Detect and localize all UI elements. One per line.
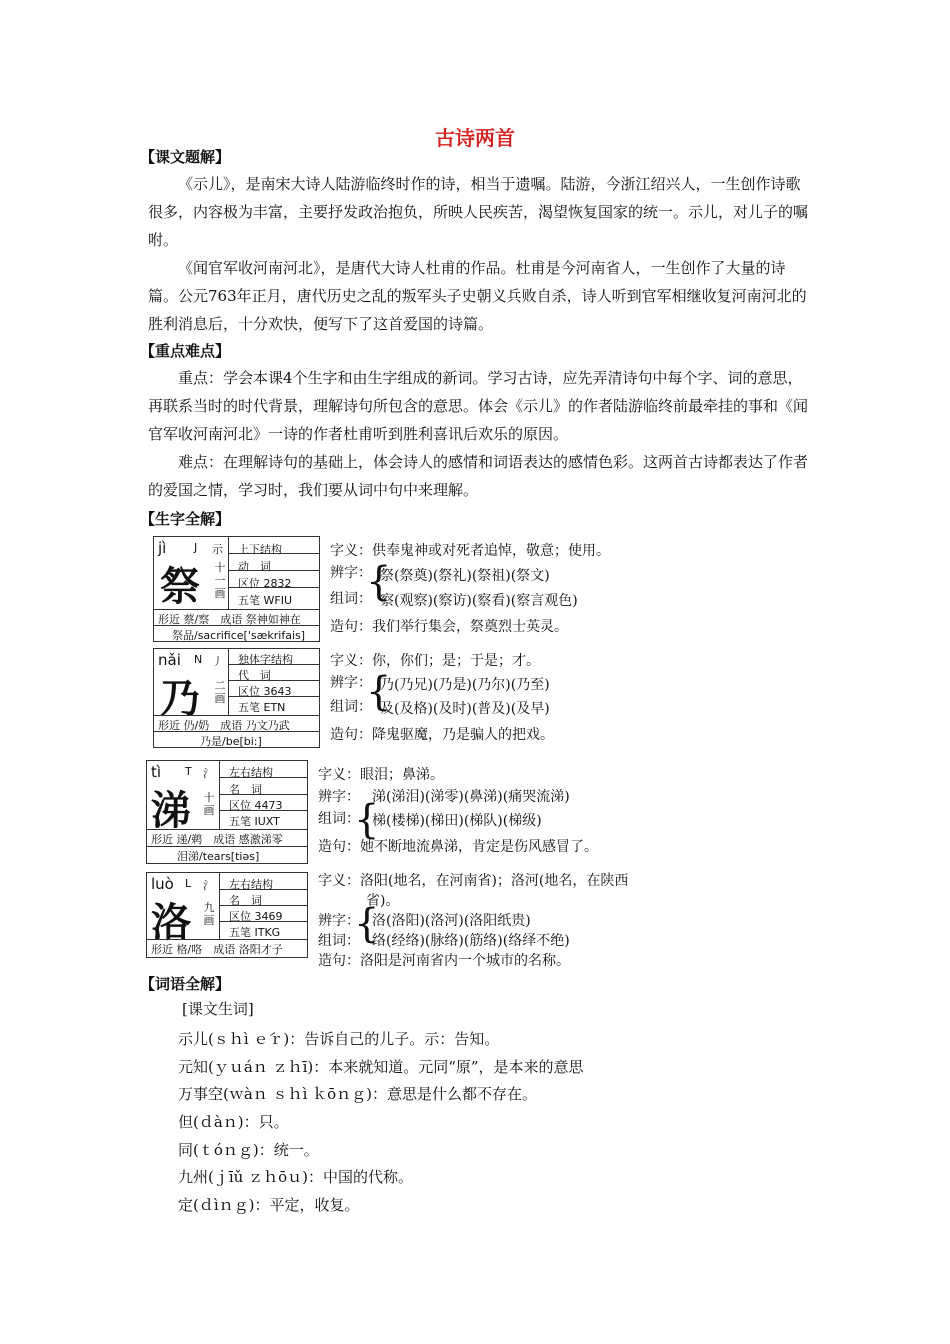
brace-icon: {: [366, 559, 392, 605]
bianzi-words-1: 洛(洛阳)(洛河)(洛阳纸贵): [372, 913, 531, 929]
char-card: [153, 536, 320, 642]
char-meaning: 字义：眼泪；鼻涕。: [318, 767, 444, 783]
area-code: 区位 3469: [229, 910, 283, 923]
example-sentence: 造句：洛阳是河南省内一个城市的名称。: [318, 953, 570, 969]
structure: 左右结构: [229, 878, 273, 891]
bianzi-words-2: 察(观察)(察访)(察看)(察言观色): [380, 593, 578, 609]
vocab-item: 示儿(ｓｈì ｅ́ｒ)：告诉自己的儿子。示：告知。: [178, 1030, 500, 1048]
vocab-item: 元知(ｙｕáｎ ｚｈī)：本来就知道。元同“原”，是本来的意思: [178, 1058, 584, 1076]
index-letter: T: [185, 765, 192, 778]
pinyin: jì: [158, 539, 167, 557]
structure: 独体字结构: [238, 653, 293, 666]
section-heading-keypoints: 【重点难点】: [140, 342, 231, 360]
vocab-item: 但(ｄàｎ)：只。: [178, 1113, 289, 1131]
zuci-label: 组词：: [318, 933, 360, 949]
radical: 丿: [212, 655, 223, 668]
area-code: 区位 2832: [238, 577, 292, 590]
stroke-count: 十一画: [214, 561, 226, 600]
big-character: 祭: [160, 563, 200, 610]
english-term: 祭品/sacrifice['sækrifais]: [172, 629, 306, 642]
english-term: 乃是/be[bi:]: [200, 735, 262, 748]
bianzi-label: 辨字：: [330, 565, 372, 581]
section-heading-chars: 【生字全解】: [140, 510, 231, 528]
part-of-speech: 代 词: [238, 669, 271, 682]
example-sentence: 造句：她不断地流鼻涕，肯定是伤风感冒了。: [318, 839, 598, 855]
radical: 氵: [203, 767, 214, 780]
brace-icon: {: [354, 901, 380, 947]
keypoint-paragraph-2: 难点：在理解诗句的基础上，体会诗人的感情和词语表达的感情色彩。这两首古诗都表达了作者的爱国之情，学习时，我们要从词中句中来理解。: [148, 453, 809, 499]
vocab-item: 同(ｔóｎｇ)：统一。: [178, 1141, 319, 1159]
example-sentence: 造句：降鬼驱魔，乃是骗人的把戏。: [330, 727, 554, 743]
zuci-label: 组词：: [330, 699, 372, 715]
char-card: [146, 760, 308, 864]
index-letter: L: [185, 877, 192, 890]
wubi-code: 五笔 ITKG: [229, 926, 281, 939]
bianzi-label: 辨字：: [330, 675, 372, 691]
pinyin: nǎi: [158, 651, 181, 669]
bianzi-label: 辨字：: [318, 789, 360, 805]
bianzi-words-2: 络(经络)(脉络)(筋络)(络绎不绝): [372, 933, 570, 949]
big-character: 涕: [151, 787, 191, 834]
zuci-label: 组词：: [330, 591, 372, 607]
stroke-count: 十画: [203, 791, 215, 817]
char-card: [146, 872, 308, 958]
radical: 氵: [203, 879, 214, 892]
zuci-label: 组词：: [318, 811, 360, 827]
big-character: 洛: [151, 899, 191, 946]
vocab-subheading: [课文生词]: [182, 1000, 254, 1018]
pinyin: tì: [151, 763, 162, 781]
char-meaning-cont: 省)。: [366, 893, 400, 909]
stroke-count: 九画: [203, 901, 215, 927]
wubi-code: 五笔 ETN: [238, 701, 286, 714]
bianzi-label: 辨字：: [318, 913, 360, 929]
wubi-code: 五笔 WFIU: [238, 594, 292, 607]
bianzi-words-2: 梯(楼梯)(梯田)(梯队)(梯级): [372, 813, 542, 829]
stroke-count: 二画: [214, 679, 226, 705]
big-character: 乃: [160, 675, 200, 722]
area-code: 区位 4473: [229, 799, 283, 812]
bianzi-words-1: 涕(涕泪)(涕零)(鼻涕)(痛哭流涕): [372, 789, 570, 805]
similar-chars: 形近 蔡/察 成语 祭神如神在: [158, 613, 301, 626]
vocab-item: 九州(ｊīǔ ｚｈōｕ)：中国的代称。: [178, 1168, 413, 1186]
char-meaning: 字义：洛阳(地名，在河南省)；洛河(地名，在陕西: [318, 873, 629, 889]
similar-chars: 形近 格/咯 成语 洛阳才子: [151, 943, 283, 956]
bianzi-words-1: 乃(乃兄)(乃是)(乃尔)(乃至): [380, 677, 550, 693]
section-heading-intro: 【课文题解】: [140, 148, 231, 166]
bianzi-words-2: 及(及格)(及时)(普及)(及早): [380, 701, 550, 717]
page-title: 古诗两首: [435, 126, 515, 150]
bianzi-words-1: 祭(祭奠)(祭礼)(祭祖)(祭文): [380, 568, 550, 584]
brace-icon: {: [366, 669, 392, 715]
radical: 示: [212, 543, 223, 556]
english-term: 泪涕/tears[tiəs]: [177, 850, 260, 863]
intro-paragraph-2: 《闻官军收河南河北》，是唐代大诗人杜甫的作品。杜甫是今河南省人，一生创作了大量的诗篇。公元763年正月，唐代历史之乱的叛军头子史朝义兵败自杀，诗人听到官军相继收复河南河北的胜利消息后，十分欢快，便写下了这首爱国的诗篇。: [148, 259, 807, 333]
index-letter: N: [194, 653, 203, 666]
area-code: 区位 3643: [238, 685, 292, 698]
char-meaning: 字义：你，你们；是；于是；才。: [330, 653, 540, 669]
similar-chars: 形近 仍/奶 成语 乃文乃武: [158, 719, 290, 732]
pinyin: luò: [151, 875, 174, 893]
part-of-speech: 名 词: [229, 783, 262, 796]
structure: 左右结构: [229, 766, 273, 779]
vocab-item: 万事空(ｗàｎ ｓｈì ｋōｎｇ)：意思是什么都不存在。: [178, 1085, 538, 1103]
index-letter: J: [194, 541, 198, 554]
char-meaning: 字义：供奉鬼神或对死者追悼，敬意；使用。: [330, 543, 610, 559]
structure: 上下结构: [238, 543, 282, 556]
part-of-speech: 名 词: [229, 894, 262, 907]
vocab-item: 定(ｄìｎｇ)：平定，收复。: [178, 1196, 360, 1214]
intro-paragraph-1: 《示儿》，是南宋大诗人陆游临终时作的诗，相当于遗嘱。陆游，今浙江绍兴人，一生创作诗歌很多，内容极为丰富，主要抒发政治抱负，所映人民疾苦，渴望恢复国家的统一。示儿，对儿子的嘱咐。: [148, 175, 809, 249]
similar-chars: 形近 递/鹈 成语 感激涕零: [151, 833, 283, 846]
wubi-code: 五笔 IUXT: [229, 815, 280, 828]
section-heading-words: 【词语全解】: [140, 975, 231, 993]
char-card: [153, 648, 320, 748]
part-of-speech: 动 词: [238, 560, 271, 573]
example-sentence: 造句：我们举行集会，祭奠烈士英灵。: [330, 619, 568, 635]
keypoint-paragraph-1: 重点：学会本课4个生字和由生字组成的新词。学习古诗，应先弄清诗句中每个字、词的意思，再联系当时的时代背景，理解诗句所包含的意思。体会《示儿》的作者陆游临终前最牵挂的事和《闻官军收河南河北》一诗的作者杜甫听到胜利喜讯后欢乐的原因。: [148, 369, 809, 443]
brace-icon: {: [354, 797, 380, 843]
